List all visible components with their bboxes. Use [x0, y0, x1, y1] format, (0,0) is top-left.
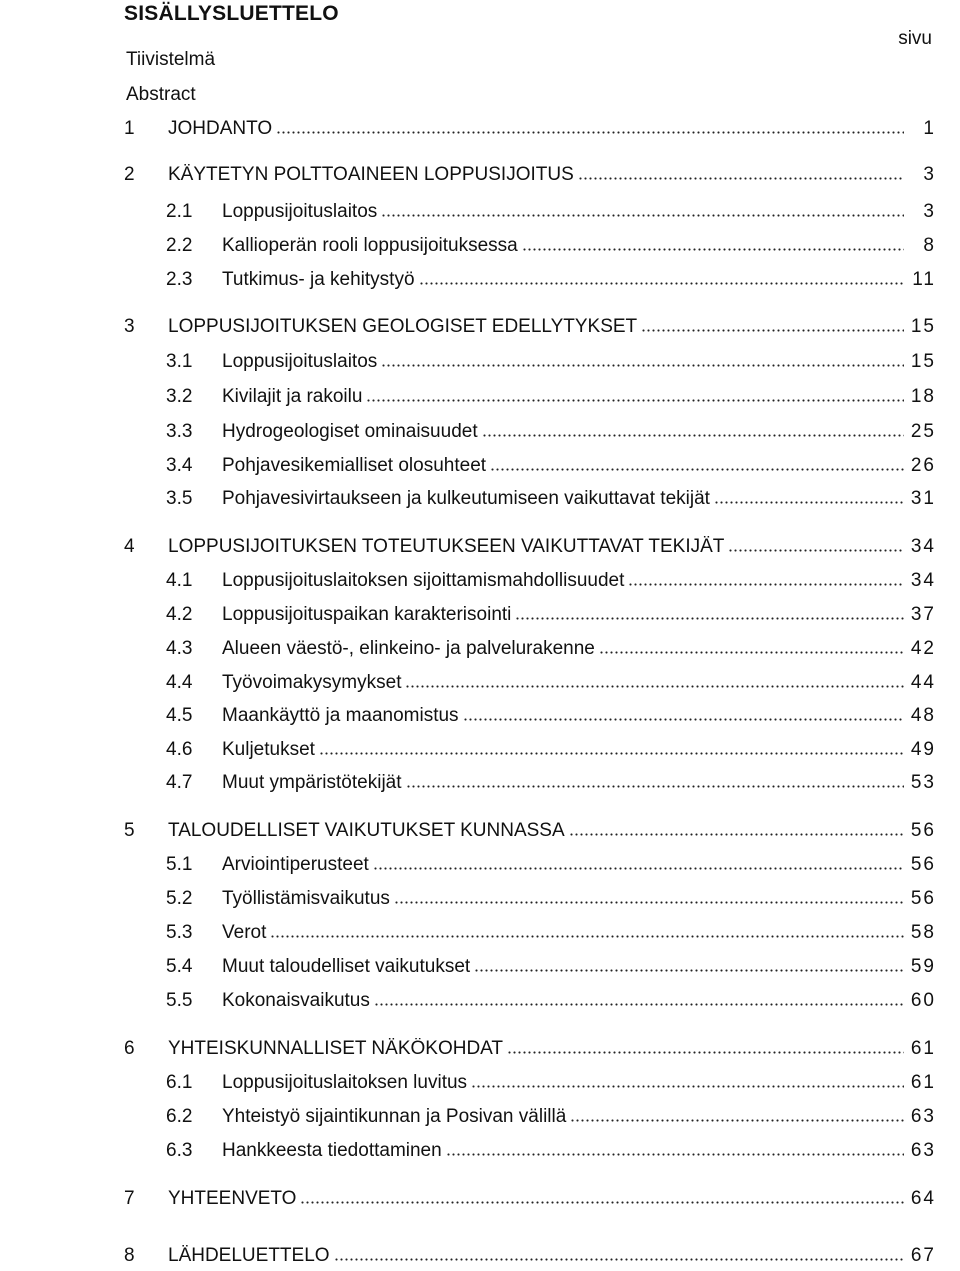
toc-entry-page-number: 56 [910, 854, 936, 875]
toc-section-entry[interactable] [0, 604, 960, 630]
toc-entry-page-number: 59 [910, 956, 936, 977]
toc-entry-body [222, 772, 904, 794]
toc-entry-body [222, 269, 904, 291]
toc-entry-number: 8 [124, 1245, 135, 1266]
dot-leader [728, 549, 904, 552]
toc-entry-label: Muut ympäristötekijät [222, 772, 402, 793]
toc-entry-page-number: 61 [910, 1072, 936, 1093]
toc-entry-number: 5.2 [166, 888, 193, 909]
toc-section-entry[interactable] [0, 854, 960, 880]
toc-entry-number: 3.2 [166, 386, 193, 407]
toc-entry-body [222, 956, 904, 978]
toc-entry-label: Loppusijoituslaitos [222, 351, 378, 372]
toc-entry-label: Pohjavesikemialliset olosuhteet [222, 455, 487, 476]
toc-entry-body [168, 164, 904, 186]
toc-entry-body [222, 739, 904, 761]
toc-entry-body [222, 1072, 904, 1094]
toc-section-entry[interactable] [0, 386, 960, 412]
toc-entry-page-number: 31 [910, 488, 936, 509]
toc-entry-body [168, 1245, 904, 1267]
toc-entry-body [222, 488, 904, 510]
dot-leader [515, 617, 904, 620]
toc-entry-number: 2.3 [166, 269, 193, 290]
toc-chapter-entry[interactable] [0, 118, 960, 144]
toc-entry-number: 4.5 [166, 705, 193, 726]
toc-entry-number: 3 [124, 316, 135, 337]
dot-leader [471, 1085, 904, 1088]
toc-entry-label: Loppusijoituspaikan karakterisointi [222, 604, 512, 625]
toc-entry-body [168, 1188, 904, 1210]
toc-entry-body [222, 854, 904, 876]
toc-section-entry[interactable] [0, 570, 960, 596]
toc-entry-body [222, 705, 904, 727]
toc-entry-page-number: 63 [910, 1140, 936, 1161]
toc-entry-number: 5.5 [166, 990, 193, 1011]
toc-entry-label: Hankkeesta tiedottaminen [222, 1140, 442, 1161]
toc-entry-number: 3.3 [166, 421, 193, 442]
toc-entry-page-number: 63 [910, 1106, 936, 1127]
dot-leader [578, 177, 904, 180]
toc-entry-page-number: 11 [912, 269, 936, 290]
toc-entry-label: Kuljetukset [222, 739, 315, 760]
toc-entry-page-number: 67 [910, 1245, 936, 1266]
toc-section-entry[interactable] [0, 351, 960, 377]
toc-entry-page-number: 56 [910, 888, 936, 909]
dot-leader [300, 1201, 904, 1204]
toc-entry-label: Loppusijoituslaitos [222, 201, 378, 222]
toc-entry-page-number: 18 [910, 386, 936, 407]
toc-entry-label: KÄYTETYN POLTTOAINEEN LOPPUSIJOITUS [168, 164, 574, 185]
toc-entry-page-number: 34 [910, 536, 936, 557]
toc-entry-label: TALOUDELLISET VAIKUTUKSET KUNNASSA [168, 820, 565, 841]
toc-section-entry[interactable] [0, 1140, 960, 1166]
dot-leader [628, 583, 904, 586]
toc-entry-label: Loppusijoituslaitoksen sijoittamismahdollisuudet [222, 570, 625, 591]
toc-chapter-entry[interactable] [0, 1038, 960, 1064]
dot-leader [381, 214, 904, 217]
toc-entry-label: Kivilajit ja rakoilu [222, 386, 363, 407]
front-matter-abstract[interactable]: Abstract [126, 84, 196, 105]
toc-entry-number: 5.3 [166, 922, 193, 943]
toc-entry-label: Loppusijoituslaitoksen luvitus [222, 1072, 468, 1093]
toc-entry-body [222, 1106, 904, 1128]
toc-entry-label: Työllistämisvaikutus [222, 888, 390, 909]
toc-entry-body [222, 235, 904, 257]
front-matter-tiivistelma[interactable]: Tiivistelmä [126, 49, 216, 70]
toc-entry-label: LOPPUSIJOITUKSEN GEOLOGISET EDELLYTYKSET [168, 316, 638, 337]
toc-section-entry[interactable] [0, 705, 960, 731]
toc-entry-page-number: 49 [910, 739, 936, 760]
dot-leader [482, 434, 904, 437]
toc-section-entry[interactable] [0, 888, 960, 914]
toc-entry-label: Kokonaisvaikutus [222, 990, 370, 1011]
toc-entry-label: Arviointiperusteet [222, 854, 369, 875]
toc-entry-page-number: 26 [910, 455, 936, 476]
dot-leader [374, 1003, 904, 1006]
toc-entry-body [168, 1038, 904, 1060]
toc-entry-number: 2.2 [166, 235, 193, 256]
toc-entry-page-number: 60 [910, 990, 936, 1011]
dot-leader [599, 651, 904, 654]
toc-entry-body [222, 638, 904, 660]
toc-entry-label: Hydrogeologiset ominaisuudet [222, 421, 478, 442]
toc-entry-page-number: 58 [910, 922, 936, 943]
toc-entry-label: LOPPUSIJOITUKSEN TOTEUTUKSEEN VAIKUTTAVAT TEKIJÄT [168, 536, 725, 557]
toc-entry-label: YHTEENVETO [168, 1188, 297, 1209]
toc-chapter-entry[interactable] [0, 536, 960, 562]
toc-entry-number: 4.6 [166, 739, 193, 760]
dot-leader [366, 399, 904, 402]
toc-entry-page-number: 3 [923, 201, 936, 222]
toc-entry-page-number: 1 [923, 118, 936, 139]
toc-section-entry[interactable] [0, 772, 960, 798]
dot-leader [270, 935, 904, 938]
toc-entry-label: Tutkimus- ja kehitystyö [222, 269, 415, 290]
toc-entry-body [222, 604, 904, 626]
toc-entry-number: 6.3 [166, 1140, 193, 1161]
dot-leader [569, 833, 904, 836]
toc-entry-number: 4.3 [166, 638, 193, 659]
toc-section-entry[interactable] [0, 956, 960, 982]
toc-section-entry[interactable] [0, 269, 960, 295]
toc-entry-number: 4.2 [166, 604, 193, 625]
dot-leader [463, 718, 904, 721]
toc-entry-number: 3.4 [166, 455, 193, 476]
toc-section-entry[interactable] [0, 672, 960, 698]
toc-entry-body [222, 990, 904, 1012]
toc-entry-body [222, 672, 904, 694]
dot-leader [405, 685, 904, 688]
toc-section-entry[interactable] [0, 638, 960, 664]
dot-leader [334, 1258, 904, 1261]
toc-entry-label: Työvoimakysymykset [222, 672, 402, 693]
toc-entry-body [222, 888, 904, 910]
dot-leader [394, 901, 904, 904]
toc-entry-page-number: 42 [910, 638, 936, 659]
toc-entry-label: Maankäyttö ja maanomistus [222, 705, 459, 726]
toc-entry-number: 5.4 [166, 956, 193, 977]
toc-chapter-entry[interactable] [0, 1188, 960, 1214]
toc-entry-number: 6 [124, 1038, 135, 1059]
toc-entry-page-number: 15 [910, 316, 936, 337]
toc-entry-number: 2 [124, 164, 135, 185]
toc-entry-number: 6.2 [166, 1106, 193, 1127]
toc-entry-page-number: 37 [910, 604, 936, 625]
toc-section-entry[interactable] [0, 421, 960, 447]
toc-entry-page-number: 56 [910, 820, 936, 841]
dot-leader [373, 867, 904, 870]
toc-section-entry[interactable] [0, 1072, 960, 1098]
toc-section-entry[interactable] [0, 488, 960, 514]
toc-entry-number: 3.5 [166, 488, 193, 509]
toc-entry-number: 4.4 [166, 672, 193, 693]
toc-entry-page-number: 64 [910, 1188, 936, 1209]
toc-entry-page-number: 48 [910, 705, 936, 726]
toc-entry-label: Verot [222, 922, 267, 943]
dot-leader [381, 364, 904, 367]
dot-leader [714, 501, 904, 504]
dot-leader [641, 329, 904, 332]
toc-entry-number: 5 [124, 820, 135, 841]
toc-chapter-entry[interactable] [0, 820, 960, 846]
toc-entry-label: LÄHDELUETTELO [168, 1245, 330, 1266]
toc-entry-page-number: 53 [910, 772, 936, 793]
dot-leader [446, 1153, 904, 1156]
toc-entry-body [222, 455, 904, 477]
toc-section-entry[interactable] [0, 739, 960, 765]
toc-entry-number: 4.7 [166, 772, 193, 793]
toc-entry-page-number: 3 [923, 164, 936, 185]
toc-entry-body [222, 421, 904, 443]
toc-entry-body [222, 922, 904, 944]
toc-entry-label: Yhteistyö sijaintikunnan ja Posivan välillä [222, 1106, 567, 1127]
toc-entry-label: JOHDANTO [168, 118, 273, 139]
toc-entry-label: YHTEISKUNNALLISET NÄKÖKOHDAT [168, 1038, 504, 1059]
toc-entry-page-number: 25 [910, 421, 936, 442]
toc-entry-label: Muut taloudelliset vaikutukset [222, 956, 471, 977]
toc-entry-body [168, 820, 904, 842]
dot-leader [474, 969, 904, 972]
toc-entry-page-number: 15 [910, 351, 936, 372]
dot-leader [570, 1119, 904, 1122]
toc-section-entry[interactable] [0, 235, 960, 261]
toc-entry-number: 7 [124, 1188, 135, 1209]
toc-entry-label: Kallioperän rooli loppusijoituksessa [222, 235, 518, 256]
page-column-label: sivu [898, 28, 932, 49]
toc-entry-number: 6.1 [166, 1072, 193, 1093]
dot-leader [406, 785, 904, 788]
toc-entry-body [168, 316, 904, 338]
toc-entry-number: 3.1 [166, 351, 193, 372]
toc-entry-body [222, 570, 904, 592]
toc-entry-number: 1 [124, 118, 135, 139]
toc-entry-number: 4 [124, 536, 135, 557]
toc-entry-page-number: 61 [910, 1038, 936, 1059]
toc-entry-body [222, 386, 904, 408]
toc-chapter-entry[interactable] [0, 1245, 960, 1271]
toc-entry-number: 5.1 [166, 854, 193, 875]
toc-section-entry[interactable] [0, 922, 960, 948]
toc-entry-page-number: 34 [910, 570, 936, 591]
toc-entry-label: Alueen väestö-, elinkeino- ja palvelurakenne [222, 638, 595, 659]
toc-entry-body [168, 536, 904, 558]
toc-entry-label: Pohjavesivirtaukseen ja kulkeutumiseen vaikuttavat tekijät [222, 488, 710, 509]
toc-entry-body [222, 201, 904, 223]
dot-leader [419, 282, 904, 285]
toc-section-entry[interactable] [0, 1106, 960, 1132]
toc-chapter-entry[interactable] [0, 164, 960, 190]
dot-leader [522, 248, 904, 251]
dot-leader [276, 131, 904, 134]
toc-entry-number: 2.1 [166, 201, 193, 222]
toc-entry-page-number: 44 [910, 672, 936, 693]
toc-section-entry[interactable] [0, 455, 960, 481]
toc-title: SISÄLLYSLUETTELO [124, 2, 339, 25]
toc-entry-body [222, 1140, 904, 1162]
dot-leader [507, 1051, 904, 1054]
toc-chapter-entry[interactable] [0, 316, 960, 342]
toc-section-entry[interactable] [0, 990, 960, 1016]
dot-leader [490, 468, 904, 471]
toc-entry-number: 4.1 [166, 570, 193, 591]
toc-section-entry[interactable] [0, 201, 960, 227]
toc-entry-page-number: 8 [923, 235, 936, 256]
dot-leader [319, 752, 904, 755]
toc-entry-body [222, 351, 904, 373]
toc-entry-body [168, 118, 904, 140]
